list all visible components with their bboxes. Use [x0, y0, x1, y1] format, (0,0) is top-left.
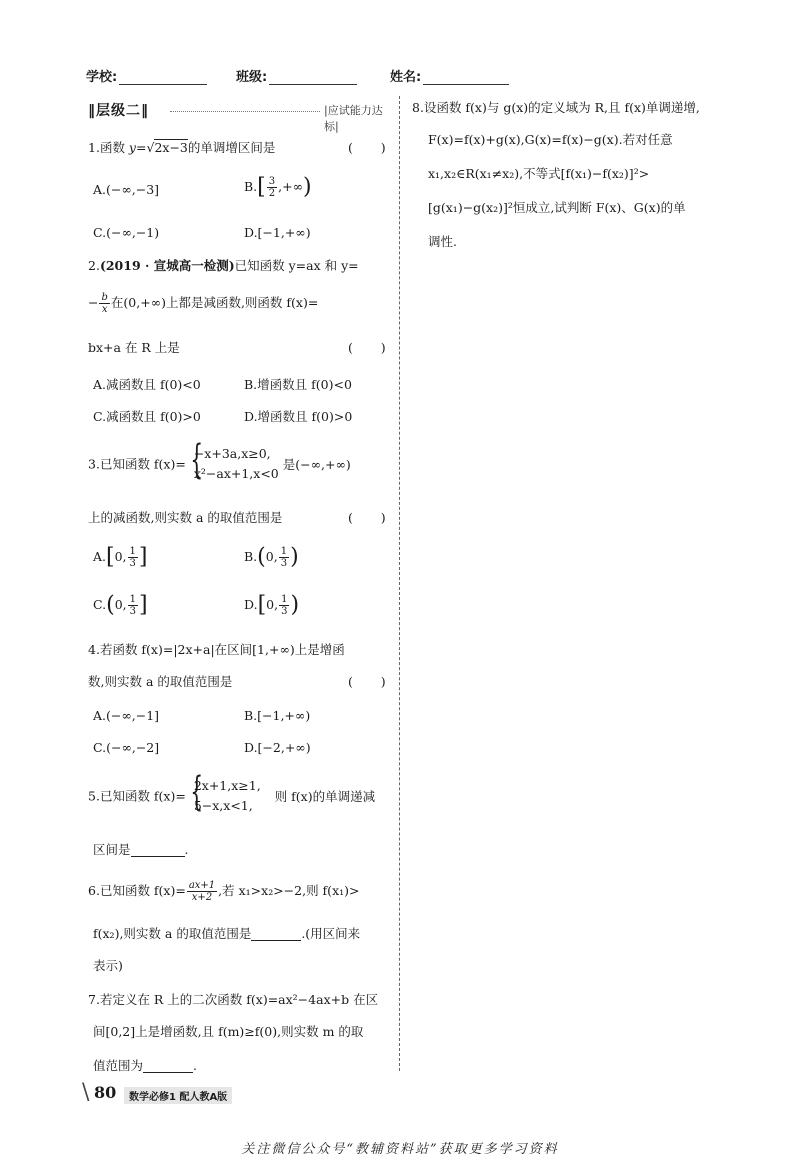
fraction: [128, 546, 138, 569]
option-d[interactable]: D.[−1,+∞): [244, 225, 311, 240]
question-6: [88, 880, 359, 903]
question-text: .: [193, 1058, 197, 1073]
option-d[interactable]: [244, 594, 299, 617]
option-text: ,+∞: [278, 179, 304, 194]
question-2-line-2: [88, 292, 318, 315]
question-number: 8.: [412, 100, 424, 115]
question-text: 已知函数 f(x)=: [99, 456, 186, 472]
fraction: [279, 594, 289, 617]
question-text: .: [184, 842, 189, 857]
option-a[interactable]: [93, 546, 148, 569]
level-dotted-rule: [170, 111, 320, 112]
question-text: ,若 x₁>x₂>−2,则 f(x₁)>: [218, 883, 360, 898]
question-text: 则 f(x)的单调递减: [274, 788, 376, 804]
page-number: 80: [94, 1083, 117, 1102]
question-1: [88, 140, 275, 155]
class-blank[interactable]: [269, 70, 357, 85]
option-b[interactable]: B.增函数且 f(0)<0: [244, 377, 352, 392]
option-label: C.: [93, 597, 107, 612]
question-number: 4.: [88, 642, 100, 657]
question-number: 7.: [88, 992, 100, 1007]
page-footer: [82, 1082, 262, 1108]
question-text: 已知函数 y=ax 和 y=: [234, 258, 359, 273]
piecewise-case-2: x²−ax+1,x<0: [193, 466, 279, 481]
math-var: y: [128, 140, 136, 155]
option-d[interactable]: D.增函数且 f(0)>0: [244, 409, 353, 424]
math-op: −: [88, 295, 99, 310]
question-8-line-2: F(x)=f(x)+g(x),G(x)=f(x)−g(x).若对任意: [428, 132, 673, 147]
option-b[interactable]: B.[−1,+∞): [244, 708, 311, 723]
sqrt-symbol-icon: √: [146, 140, 155, 155]
question-number: 2.: [88, 258, 100, 273]
fraction-denominator: 2: [268, 188, 276, 199]
bracket-close-icon: ]: [139, 592, 148, 618]
book-label: 数学必修1 配人教A版: [124, 1087, 232, 1104]
paren-close-icon: ): [290, 592, 300, 618]
answer-blank[interactable]: [131, 844, 185, 857]
piecewise-function: [186, 769, 261, 816]
question-text: f(x₂),则实数 a 的取值范围是: [93, 926, 252, 941]
option-label: B.: [244, 549, 258, 564]
question-text: 已知函数 f(x)=: [99, 883, 186, 898]
piecewise-case-1: −x+3a,x≥0,: [193, 446, 271, 461]
fraction-numerator: 1: [281, 594, 288, 605]
question-text: 是(−∞,+∞): [282, 456, 351, 472]
question-6-line-2: [93, 926, 360, 941]
option-text: 0,: [114, 549, 127, 564]
level-header: [88, 100, 384, 133]
name-label: 姓名:: [390, 70, 422, 85]
fraction-numerator: ax+1: [188, 880, 216, 891]
option-label: A.: [93, 549, 107, 564]
question-number: 1.: [88, 140, 100, 155]
answer-paren[interactable]: ( ): [348, 674, 386, 689]
fraction: [128, 594, 138, 617]
question-text: 区间是: [93, 842, 131, 857]
class-label: 班级:: [236, 70, 268, 85]
option-d[interactable]: D.[−2,+∞): [244, 740, 311, 755]
question-number: 6.: [88, 883, 100, 898]
option-a[interactable]: A.(−∞,−1]: [93, 708, 160, 723]
bracket-open-icon: [: [257, 174, 266, 200]
fraction-numerator: 1: [129, 546, 136, 557]
option-text: 0,: [266, 597, 279, 612]
piecewise-case-2: 5−x,x<1,: [193, 798, 253, 813]
option-text: 0,: [114, 597, 127, 612]
paren-close-icon: ): [290, 544, 299, 570]
fraction: [279, 546, 289, 569]
option-label: D.: [244, 597, 258, 612]
answer-blank[interactable]: [143, 1060, 193, 1073]
question-number: 3.: [88, 456, 100, 472]
fraction-denominator: 3: [281, 606, 288, 617]
math-op: =: [135, 140, 147, 155]
question-3-line-2: 上的减函数,则实数 a 的取值范围是: [88, 510, 283, 525]
question-source: (2019 · 宣城高一检测): [99, 258, 235, 273]
fraction-denominator: 3: [129, 606, 136, 617]
question-8-line-5: 调性.: [428, 234, 457, 249]
fraction: [187, 880, 217, 903]
question-8-line-4: [g(x₁)−g(x₂)]²恒成立,试判断 F(x)、G(x)的单: [428, 200, 686, 215]
footer-slash-icon: \: [82, 1080, 90, 1105]
option-a[interactable]: A.减函数且 f(0)<0: [93, 377, 201, 392]
answer-blank[interactable]: [251, 928, 301, 941]
name-field: [390, 66, 509, 85]
question-text: 值范围为: [93, 1058, 144, 1073]
fraction-denominator: x: [101, 304, 108, 315]
answer-paren[interactable]: ( ): [348, 510, 386, 525]
bracket-close-icon: ]: [138, 544, 148, 570]
fraction-denominator: 3: [129, 558, 136, 569]
paren-open-icon: (: [106, 592, 115, 618]
fraction: [99, 292, 109, 315]
question-text: 已知函数 f(x)=: [99, 788, 186, 804]
fraction-denominator: x+2: [191, 892, 213, 903]
option-label: B.: [244, 179, 258, 194]
fraction-denominator: 3: [280, 558, 288, 569]
question-8: [412, 100, 700, 115]
column-divider: [399, 96, 400, 1071]
question-7: [88, 992, 378, 1007]
school-label: 学校:: [86, 70, 118, 85]
option-b[interactable]: [244, 176, 312, 199]
student-info-header: [86, 66, 526, 86]
question-2: [88, 258, 359, 273]
name-blank[interactable]: [423, 70, 509, 85]
fraction-numerator: b: [101, 292, 108, 303]
fraction-numerator: 1: [129, 594, 136, 605]
school-field: [86, 66, 207, 85]
option-c[interactable]: C.(−∞,−2]: [93, 740, 160, 755]
option-c[interactable]: C.(−∞,−1): [93, 225, 160, 240]
question-7-line-3: [93, 1058, 197, 1073]
brace-icon: {: [190, 437, 203, 483]
bracket-open-icon: [: [257, 592, 267, 618]
bracket-open-icon: [: [106, 544, 115, 570]
piecewise-function: [186, 437, 279, 484]
question-4-line-2: 数,则实数 a 的取值范围是: [88, 674, 233, 689]
question-3: [88, 437, 351, 484]
fraction: [267, 176, 277, 199]
wechat-note: 关注微信公众号“教辅资料站”获取更多学习资料: [241, 1142, 559, 1157]
question-text: 在(0,+∞)上都是减函数,则函数 f(x)=: [110, 295, 319, 310]
fraction-numerator: 3: [268, 176, 276, 187]
question-text: 若定义在 R 上的二次函数 f(x)=ax²−4ax+b 在区: [99, 992, 379, 1007]
question-8-line-3: x₁,x₂∈R(x₁≠x₂),不等式[f(x₁)−f(x₂)]²>: [428, 166, 650, 181]
question-7-line-2: 间[0,2]上是增函数,且 f(m)≥f(0),则实数 m 的取: [93, 1024, 364, 1039]
brace-icon: {: [190, 769, 203, 815]
question-2-line-3: bx+a 在 R 上是: [88, 340, 180, 355]
question-6-line-3: 表示): [93, 958, 123, 973]
option-b[interactable]: [244, 546, 299, 569]
question-text: 若函数 f(x)=|2x+a|在区间[1,+∞)上是增函: [99, 642, 345, 657]
option-c[interactable]: [93, 594, 148, 617]
question-text: .(用区间来: [301, 926, 361, 941]
question-text: 设函数 f(x)与 g(x)的定义域为 R,且 f(x)单调递增,: [423, 100, 700, 115]
question-text: 函数: [99, 140, 129, 155]
fraction-numerator: 1: [280, 546, 288, 557]
paren-close-icon: ): [303, 174, 312, 200]
piecewise-case-1: 2x+1,x≥1,: [193, 778, 261, 793]
option-text: 0,: [265, 549, 278, 564]
question-4: [88, 642, 345, 657]
school-blank[interactable]: [119, 70, 207, 85]
class-field: [236, 66, 357, 85]
question-5: [88, 769, 376, 816]
question-5-line-2: [93, 842, 189, 857]
sqrt-radicand: 2x−3: [154, 140, 188, 155]
level-title: ‖层级二‖: [88, 103, 149, 119]
paren-open-icon: (: [257, 544, 266, 570]
question-number: 5.: [88, 788, 100, 804]
level-tag: |应试能力达标|: [324, 104, 383, 133]
answer-paren[interactable]: ( ): [348, 140, 386, 155]
option-a[interactable]: A.(−∞,−3]: [93, 182, 160, 197]
option-c[interactable]: C.减函数且 f(0)>0: [93, 409, 201, 424]
question-text: 的单调增区间是: [187, 140, 276, 155]
answer-paren[interactable]: ( ): [348, 340, 386, 355]
